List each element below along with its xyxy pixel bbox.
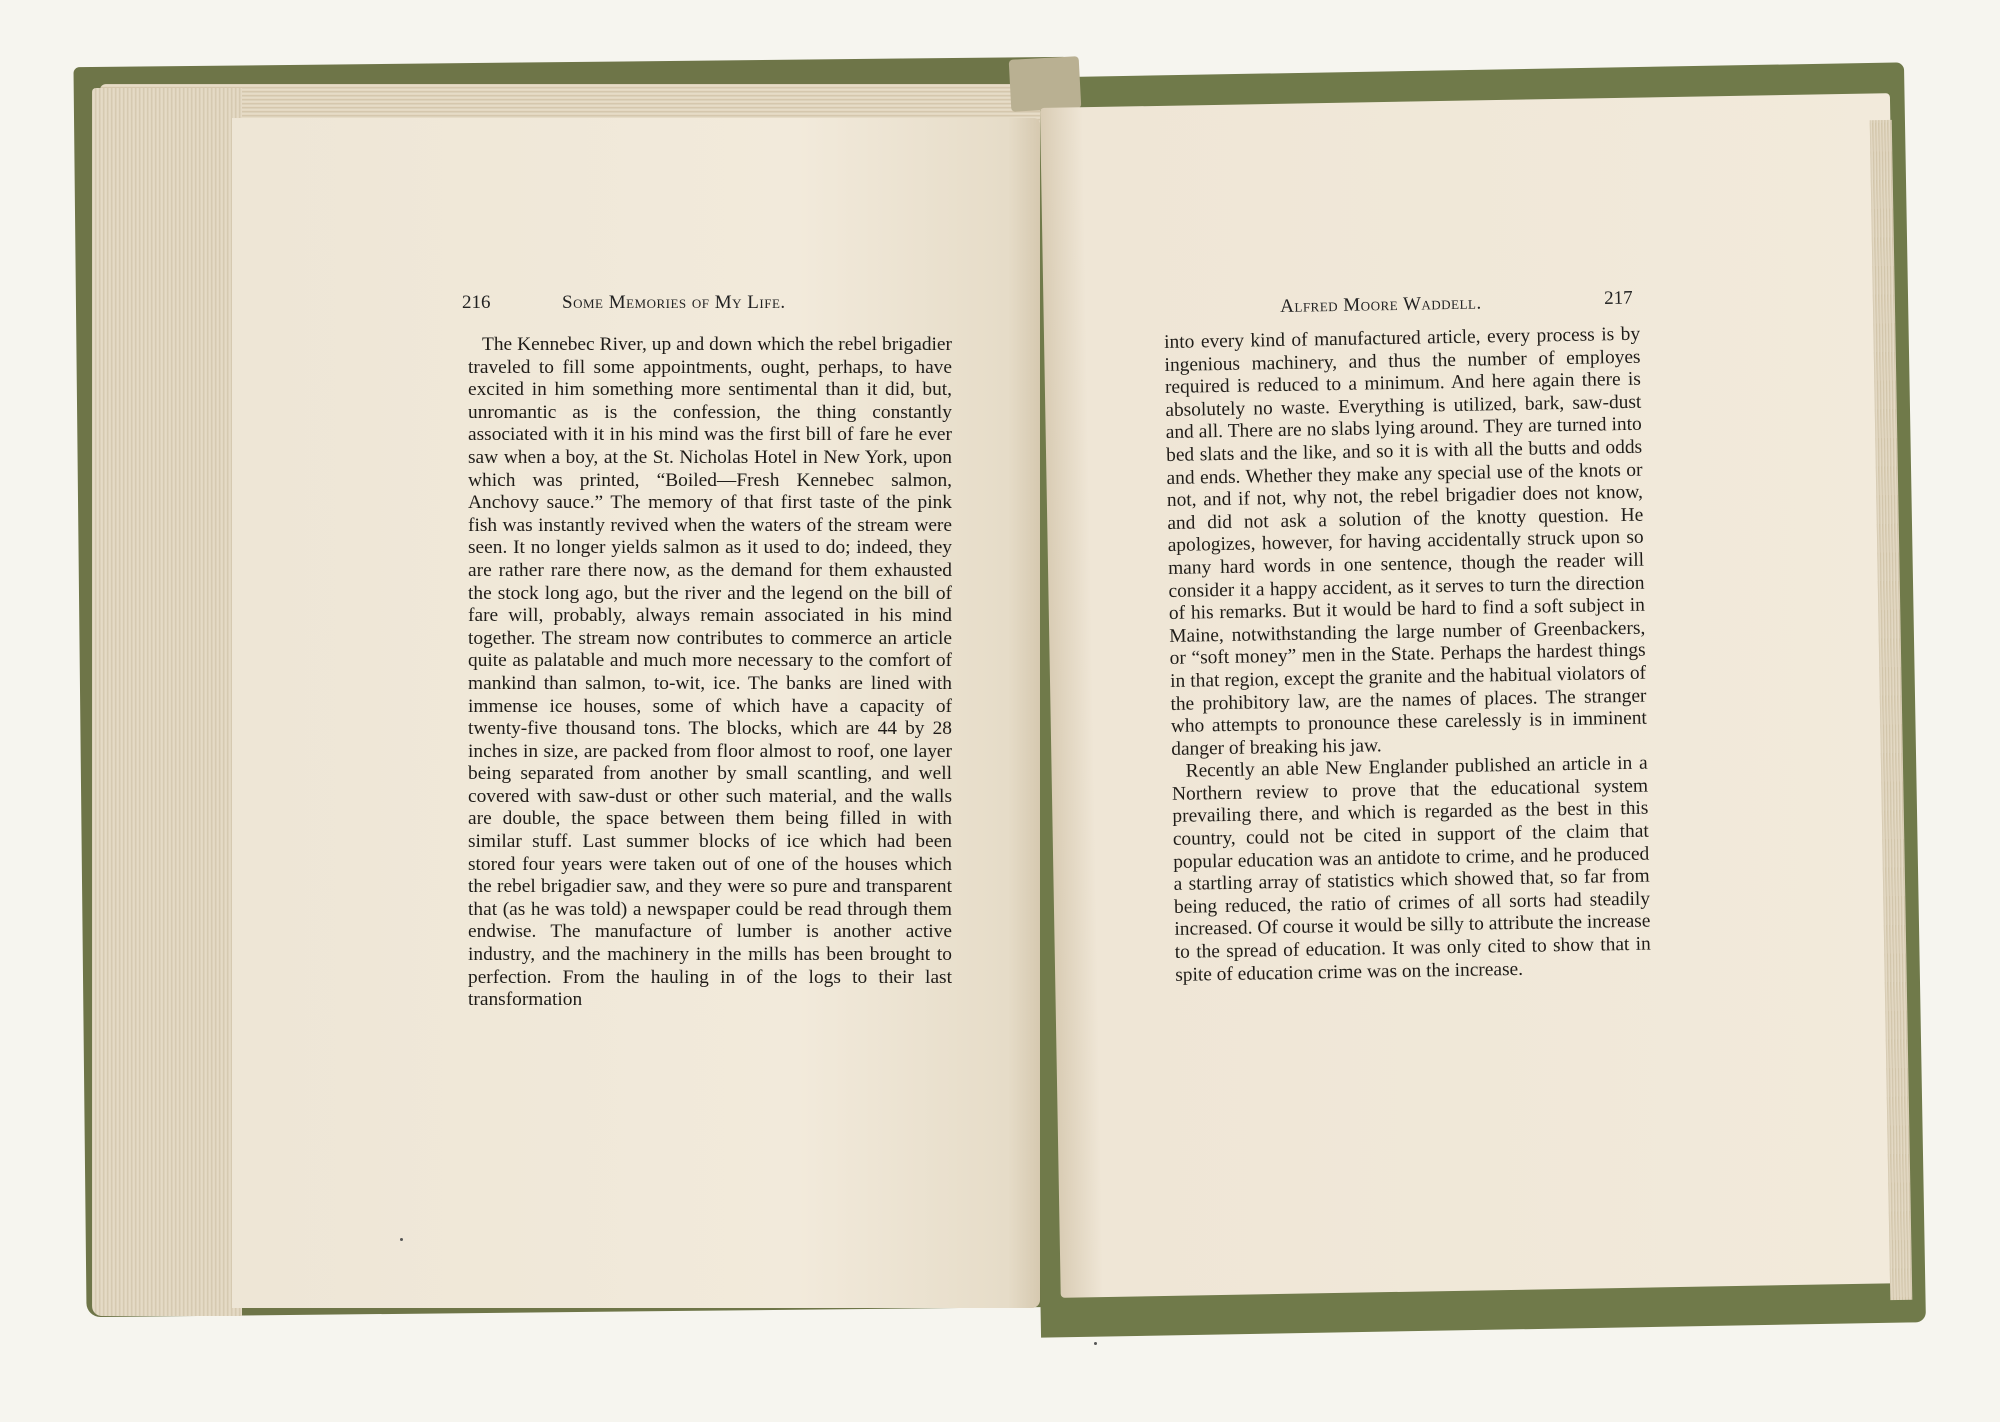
speck [400, 1238, 403, 1241]
right-running-head: Alfred Moore Waddell. [1280, 292, 1482, 317]
left-page-text [468, 334, 952, 1012]
right-page-text [1164, 324, 1651, 987]
left-paragraph-1: The Kennebec River, up and down which the rebel brigadier traveled to fill some appointments, ought, perhaps, to have excited in him something more sentimental than it did, but, unromantic as is the confession, the thing constantly associated with it in his mind was the first bill of fare he ever saw when a boy, at the St. Nicholas Hotel in New York, upon which was printed, “Boiled—Fresh Kennebec salmon, Anchovy sauce.” The memory of that first taste of the pink fish was instantly revived when the waters of the stream were seen. It no longer yields salmon as it used to do; indeed, they are rather rare there now, as the demand for them exhausted the stock long ago, but the river and the legend on the bill of fare will, probably, always remain associated in his mind together. The stream now contributes to commerce an article quite as palatable and much more necessary to the comfort of mankind than salmon, to-wit, ice. The banks are lined with immense ice houses, some of which have a capacity of twenty-five thousand tons. The blocks, which are 44 by 28 inches in size, are packed from floor almost to roof, one layer being separated from another by small scantling, and well covered with saw-dust or other such material, and the walls are double, the space between them being filled in with similar stuff. Last summer blocks of ice which had been stored four years were taken out of one of the houses which the rebel brigadier saw, and they were so pure and transparent that (as he was told) a newspaper could be read through them endwise. The manufacture of lumber is another active industry, and the machinery in the mills has been brought to perfection. From the hauling in of the logs to their last transformation [468, 334, 952, 1011]
right-page-number: 217 [1604, 287, 1633, 309]
right-paragraph-2: Recently an able New Englander published an article in a Northern review to prove that the educational system prevailing there, and which is regarded as the best in this country, could not be cited in support of the claim that popular education was an antidote to crime, and he produced a startling array of statistics which showed that, so far from being reduced, the ratio of crimes of all sorts had steadily increased. Of course it would be silly to attribute the increase to the spread of education. It was only cited to show that in spite of education crime was on the increase. [1171, 752, 1651, 986]
right-paragraph-1: into every kind of manufactured article, every process is by ingenious machinery, and thus the number of employes required is reduced to a minimum. And here again there is absolutely no waste. Everything is utilized, bark, saw-dust and all. There are no slabs lying around. They are turned into bed slats and the like, and so it is with all the butts and odds and ends. Whether they make any special use of the knots or not, and if not, why not, the rebel brigadier does not know, and did not ask a solution of the knotty question. He apologizes, however, for having accidentally struck upon so many hard words in one sentence, though the reader will consider it a happy accident, as it serves to turn the direction of his remarks. But it would be hard to find a soft subject in Maine, notwithstanding the large number of Greenbackers, or “soft money” men in the State. Perhaps the hardest things in that region, except the granite and the habitual violators of the prohibitory law, are the names of places. The stranger who attempts to pronounce these carelessly is in imminent danger of breaking his jaw. [1164, 323, 1647, 760]
left-running-head: Some Memories of My Life. [562, 292, 786, 313]
left-page-number: 216 [462, 292, 491, 313]
spine-headband [1009, 56, 1082, 112]
page-block-left-edge [92, 88, 242, 1316]
speck [1094, 1342, 1097, 1345]
